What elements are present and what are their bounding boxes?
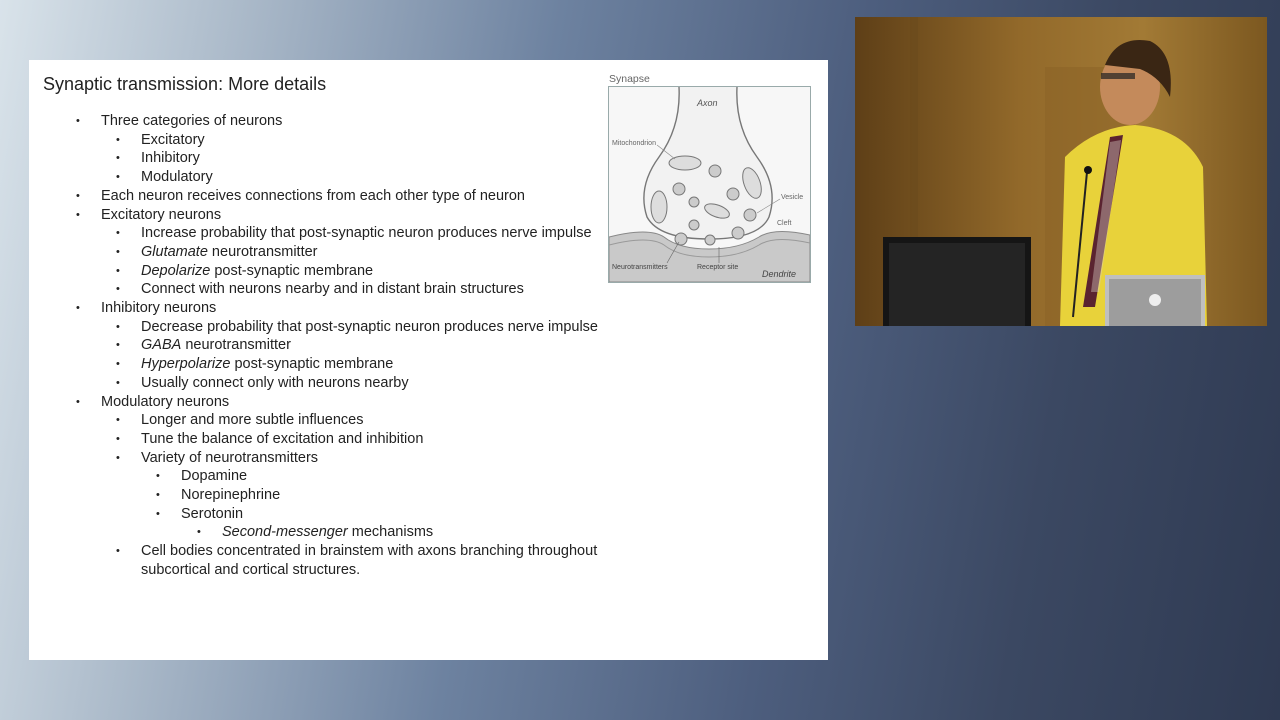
bullet-item <box>29 523 599 542</box>
vesicle-label: Vesicle <box>781 194 804 201</box>
bullet-emphasis: Depolarize <box>141 262 211 279</box>
slide <box>29 60 828 660</box>
bullet-dot: • <box>76 189 80 202</box>
apple-logo-icon <box>1149 294 1161 306</box>
bullet-dot: • <box>116 133 120 146</box>
bullet-dot: • <box>156 470 160 483</box>
bullet-dot: • <box>116 339 120 352</box>
bullet-item <box>29 430 599 449</box>
bullet-emphasis: GABA <box>141 337 182 354</box>
bullet-item <box>29 467 599 486</box>
bullet-item <box>29 187 599 206</box>
bullet-text: Decrease probability that post-synaptic neuron produces nerve impulse <box>141 318 598 335</box>
bullet-item <box>29 486 599 505</box>
bullet-item <box>29 224 599 243</box>
bullet-dot: • <box>116 545 120 558</box>
bullet-dot: • <box>116 283 120 296</box>
bullet-emphasis: Second-messenger <box>222 524 348 541</box>
bullet-list <box>29 112 599 580</box>
bullet-text: Inhibitory neurons <box>101 300 217 317</box>
bullet-text: Three categories of neurons <box>101 113 283 129</box>
neurotransmitters-label: Neurotransmitters <box>612 264 668 271</box>
presenter-scene <box>855 17 1267 326</box>
bullet-dot: • <box>76 208 80 221</box>
bullet-dot: • <box>76 302 80 315</box>
bullet-dot: • <box>116 245 120 258</box>
bullet-item <box>29 243 599 262</box>
bullet-dot: • <box>116 264 120 277</box>
bullet-item <box>29 411 599 430</box>
bullet-item <box>29 299 599 318</box>
bullet-text: Usually connect only with neurons nearby <box>141 374 409 391</box>
dendrite-label: Dendrite <box>762 269 797 279</box>
bullet-dot: • <box>116 320 120 333</box>
bullet-text: neurotransmitter <box>181 337 291 354</box>
bullet-dot: • <box>197 526 201 539</box>
bullet-text: post-synaptic membrane <box>230 356 394 373</box>
bullet-dot: • <box>116 376 120 389</box>
bullet-item <box>29 355 599 374</box>
bullet-emphasis: Hyperpolarize <box>141 356 231 373</box>
diagram-title: Synapse <box>609 73 650 85</box>
presenter-video <box>855 17 1267 326</box>
bullet-item <box>29 336 599 355</box>
bullet-text: Cell bodies concentrated in brainstem with axons branching throughout subcortical and cortical structures. <box>141 543 598 578</box>
bullet-item <box>29 449 599 468</box>
axon-label: Axon <box>697 98 718 108</box>
bullet-item <box>29 280 599 299</box>
bullet-item <box>29 374 599 393</box>
bullet-item <box>29 168 599 187</box>
bullet-text: Norepinephrine <box>181 487 281 504</box>
bullet-item <box>29 505 599 524</box>
bullet-text: post-synaptic membrane <box>210 262 374 279</box>
bullet-text: neurotransmitter <box>207 243 318 260</box>
bullet-item <box>29 542 599 579</box>
bullet-text: Excitatory neurons <box>101 206 222 223</box>
bullet-item <box>29 149 599 168</box>
bullet-dot: • <box>116 451 120 464</box>
bullet-dot: • <box>116 152 120 165</box>
bullet-text: Dopamine <box>181 468 248 485</box>
bullet-text: Connect with neurons nearby and in distant brain structures <box>141 281 524 298</box>
bullet-text: Each neuron receives connections from each other type of neuron <box>101 187 525 204</box>
bullet-item <box>29 112 599 131</box>
cleft-label: Cleft <box>777 220 792 227</box>
bullet-dot: • <box>116 414 120 427</box>
bullet-text: Variety of neurotransmitters <box>141 449 319 466</box>
bullet-item <box>29 393 599 412</box>
bullet-text: Longer and more subtle influences <box>141 412 364 429</box>
bullet-dot: • <box>76 395 80 408</box>
bullet-item <box>29 318 599 337</box>
bullet-item <box>29 262 599 281</box>
slide-title: Synaptic transmission: More details <box>43 74 327 94</box>
bullet-text: Modulatory <box>141 169 213 186</box>
bullet-dot: • <box>156 507 160 520</box>
bullet-item <box>29 131 599 150</box>
mitochondrion-label: Mitochondrion <box>612 140 656 147</box>
bullet-text: Increase probability that post-synaptic neuron produces nerve impulse <box>141 225 592 242</box>
bullet-dot: • <box>116 227 120 240</box>
bullet-dot: • <box>76 115 80 127</box>
bullet-dot: • <box>156 489 160 502</box>
bullet-dot: • <box>116 432 120 445</box>
synapse-diagram <box>608 86 811 283</box>
receptor-site-label: Receptor site <box>697 264 739 271</box>
bullet-item <box>29 206 599 225</box>
bullet-text: Tune the balance of excitation and inhibition <box>141 430 424 447</box>
bullet-text: Modulatory neurons <box>101 393 230 410</box>
synapse-illustration <box>609 87 810 282</box>
bullet-dot: • <box>116 171 120 184</box>
bullet-text: Excitatory <box>141 131 205 148</box>
bullet-dot: • <box>116 358 120 371</box>
bullet-text: mechanisms <box>347 524 434 541</box>
bullet-text: Inhibitory <box>141 150 200 167</box>
bullet-emphasis: Glutamate <box>141 243 208 260</box>
bullet-text: Serotonin <box>181 505 244 522</box>
